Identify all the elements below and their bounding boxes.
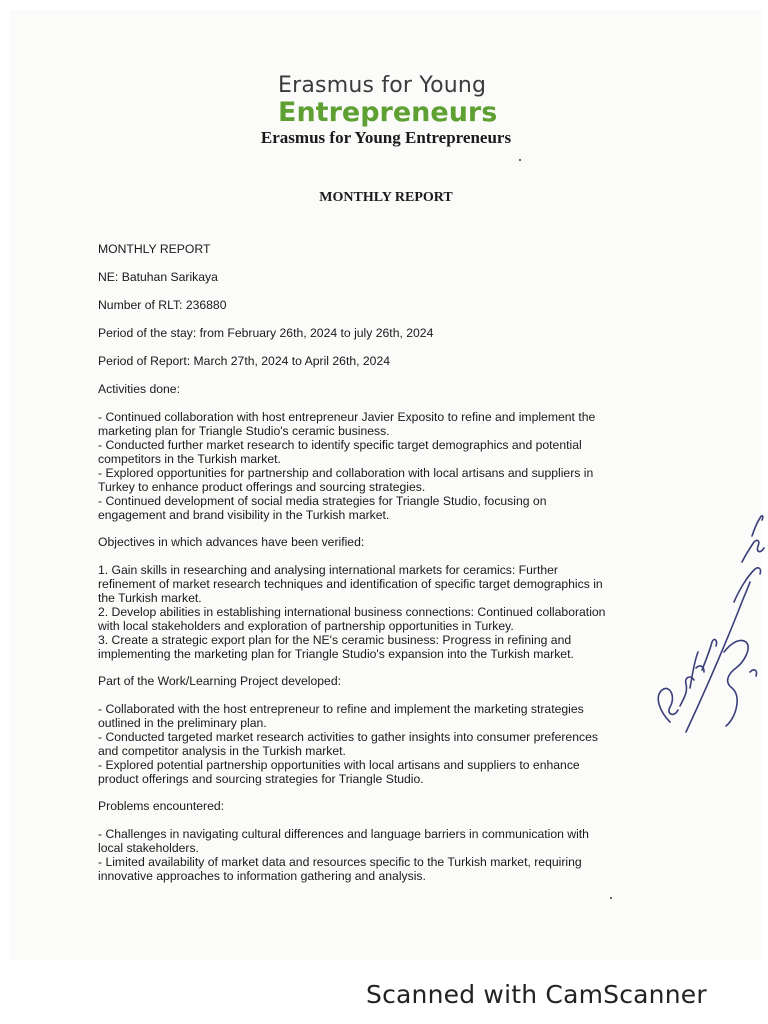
report-label: MONTHLY REPORT	[98, 242, 211, 256]
problems-heading: Problems encountered:	[98, 799, 225, 813]
text-line: and competitor analysis in the Turkish market.	[98, 744, 346, 758]
text-line: 3. Create a strategic export plan for the NE's ceramic business: Progress in refining and	[98, 633, 572, 647]
text-line: outlined in the preliminary plan.	[98, 716, 267, 730]
objectives-heading: Objectives in which advances have been verified:	[98, 535, 365, 549]
text-line: with local stakeholders and exploration of partnership opportunities in Turkey.	[98, 619, 514, 633]
project-list	[98, 702, 658, 786]
text-line: engagement and brand visibility in the Turkish market.	[98, 508, 390, 522]
logo-line-2: Entrepreneurs	[278, 97, 498, 128]
report-body	[98, 242, 658, 896]
text-line: Turkey to enhance product offerings and sourcing strategies.	[98, 480, 426, 494]
text-line: - Conducted further market research to identify specific target demographics and potential	[98, 438, 582, 452]
text-line: 2. Develop abilities in establishing international business connections: Continued collaboration	[98, 605, 606, 619]
document-title: Erasmus for Young Entrepreneurs	[260, 128, 512, 147]
ne-name: NE: Batuhan Sarikaya	[98, 270, 218, 284]
project-heading: Part of the Work/Learning Project developed:	[98, 674, 341, 688]
text-line: refinement of market research techniques and identification of specific target demographics in	[98, 577, 603, 591]
text-line: product offerings and sourcing strategies for Triangle Studio.	[98, 772, 424, 786]
text-line: the Turkish market.	[98, 591, 202, 605]
handwritten-signature	[640, 492, 768, 752]
activities-heading: Activities done:	[98, 382, 180, 396]
text-line: - Limited availability of market data and resources specific to the Turkish market, requiring	[98, 855, 582, 869]
problems-list	[98, 827, 658, 883]
text-line: 1. Gain skills in researching and analysing international markets for ceramics: Further	[98, 563, 558, 577]
text-line: - Conducted targeted market research activities to gather insights into consumer preferences	[98, 730, 598, 744]
text-line: local stakeholders.	[98, 841, 199, 855]
text-line: - Explored opportunities for partnership and collaboration with local artisans and suppliers in	[98, 466, 594, 480]
stay-period: Period of the stay: from February 26th, 2024 to july 26th, 2024	[98, 326, 434, 340]
text-line: innovative approaches to information gathering and analysis.	[98, 869, 426, 883]
report-period: Period of Report: March 27th, 2024 to April 26th, 2024	[98, 354, 391, 368]
objectives-list	[98, 563, 658, 661]
text-line: implementing the marketing plan for Triangle Studio's expansion into the Turkish market.	[98, 647, 574, 661]
text-line: - Challenges in navigating cultural differences and language barriers in communication with	[98, 827, 589, 841]
text-line: competitors in the Turkish market.	[98, 452, 281, 466]
rlt-number: Number of RLT: 236880	[98, 298, 227, 312]
text-line: - Continued development of social media strategies for Triangle Studio, focusing on	[98, 494, 547, 508]
camscanner-watermark: Scanned with CamScanner	[366, 980, 707, 1009]
text-line: - Explored potential partnership opportunities with local artisans and suppliers to enhance	[98, 758, 580, 772]
report-heading: MONTHLY REPORT	[319, 190, 453, 205]
speck	[610, 897, 612, 899]
speck	[519, 159, 521, 161]
activities-list	[98, 410, 658, 522]
text-line: marketing plan for Triangle Studio's ceramic business.	[98, 424, 390, 438]
text-line: - Continued collaboration with host entrepreneur Javier Exposito to refine and implement the	[98, 410, 596, 424]
text-line: - Collaborated with the host entrepreneur to refine and implement the marketing strategies	[98, 702, 584, 716]
logo-line-1: Erasmus for Young	[278, 73, 487, 98]
erasmus-logo	[278, 74, 518, 128]
